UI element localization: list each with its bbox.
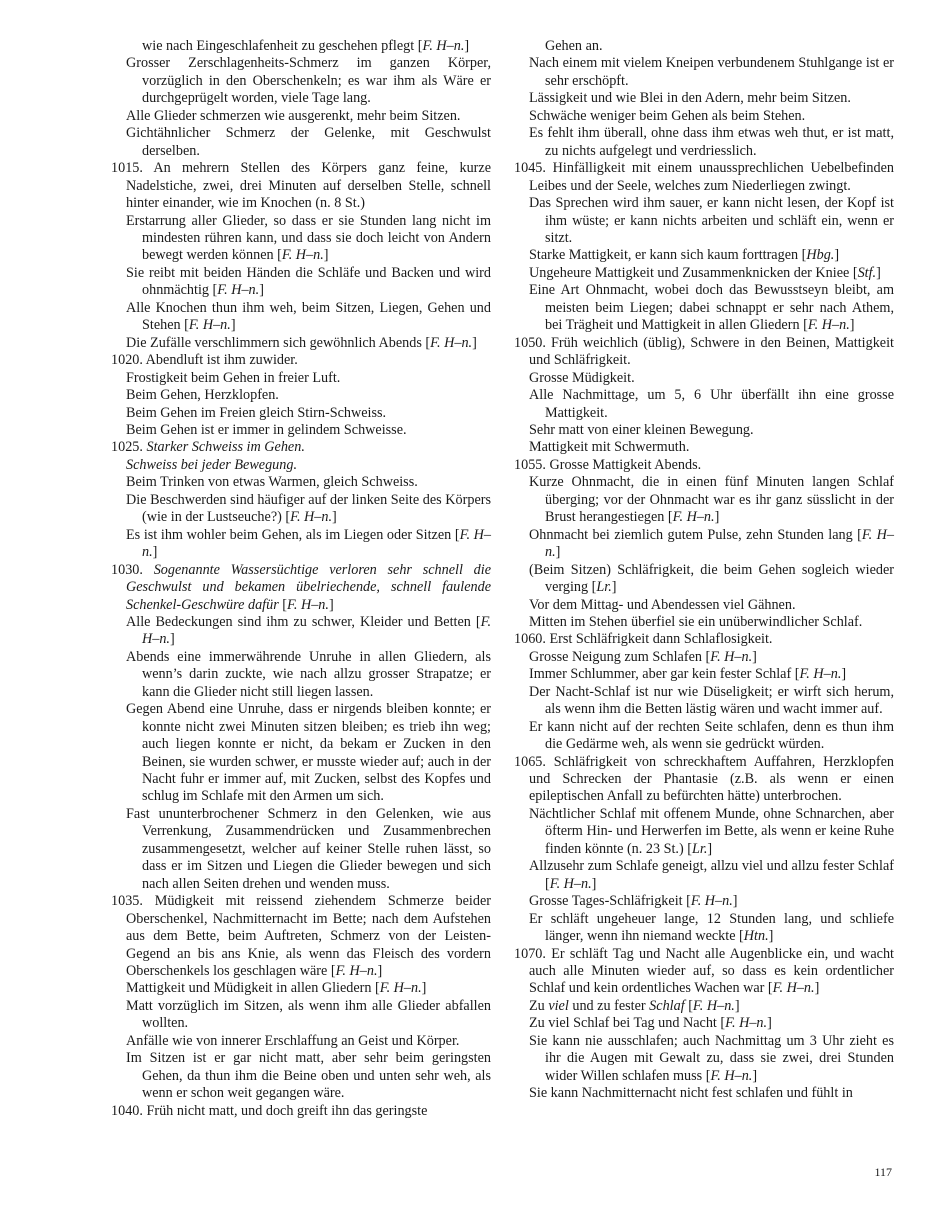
symptom-entry: Eine Art Ohnmacht, wobei doch das Bewusstseyn bleibt, am meisten beim Liegen; dabei schnappt er sehr nach Athem, bei Trägheit und Mattigkeit in allen Gliedern [F. H–n.] — [529, 282, 894, 334]
symptom-entry: (Beim Sitzen) Schläfrigkeit, die beim Gehen sogleich wieder verging [Lr.] — [529, 561, 894, 596]
numbered-entry: 1045. Hinfälligkeit mit einem unaussprechlichen Uebelbefinden Leibes und der Seele, welches zum Niederliegen zwingt. — [514, 160, 894, 194]
symptom-entry: Der Nacht-Schlaf ist nur wie Düseligkeit; er wirft sich herum, als wenn ihm die Betten lästig wären und wacht immer auf. — [529, 683, 894, 718]
symptom-entry: Grosse Neigung zum Schlafen [F. H–n.] — [529, 648, 757, 665]
symptom-entry: Mattigkeit und Müdigkeit in allen Gliedern [F. H–n.] — [126, 980, 427, 997]
numbered-entry: 1070. Er schläft Tag und Nacht alle Augenblicke ein, und wacht auch alle Minuten wieder auf, so dass es kein ordentlicher Schlaf und kein ordentliches Wachen war [F. H–n.] — [514, 945, 894, 997]
symptom-entry: Beim Trinken von etwas Warmen, gleich Schweiss. — [126, 474, 418, 491]
symptom-entry: Beim Gehen ist er immer in gelindem Schweisse. — [126, 421, 407, 438]
symptom-entry: Grosse Müdigkeit. — [529, 369, 635, 386]
numbered-entry: 1025. Starker Schweiss im Gehen. — [111, 439, 305, 456]
symptom-entry: Sie kann nie ausschlafen; auch Nachmittag um 3 Uhr zieht es ihr die Augen mit Gewalt zu, dass sie zwei, drei Stunden wider Willen schlafen muss [F. H–n.] — [529, 1032, 894, 1084]
numbered-entry: 1020. Abendluft ist ihm zuwider. — [111, 352, 298, 369]
symptom-entry: Alle Nachmittage, um 5, 6 Uhr überfällt ihn eine grosse Mattigkeit. — [529, 387, 894, 421]
symptom-entry: Matt vorzüglich im Sitzen, als wenn ihm alle Glieder abfallen wollten. — [126, 997, 491, 1032]
symptom-entry: Ungeheure Mattigkeit und Zusammenknicken der Kniee [Stf.] — [529, 264, 881, 281]
symptom-entry: Immer Schlummer, aber gar kein fester Schlaf [F. H–n.] — [529, 666, 847, 683]
numbered-entry: 1055. Grosse Mattigkeit Abends. — [514, 456, 702, 473]
symptom-entry: Gegen Abend eine Unruhe, dass er nirgends bleiben konnte; er konnte nicht zwei Minuten sitzen bleiben; es trieb ihn weg; auch liegen konnte er nicht, da bekam er Zucken in den Beinen, sie wurden schwer, er musste wieder auf; auch in der Nacht fuhr er immer auf, mit Zucken, selbst des Kopfes und schlug im Schlafe mit den Armen um sich. — [126, 701, 491, 805]
symptom-entry: Starke Mattigkeit, er kann sich kaum forttragen [Hbg.] — [529, 247, 840, 264]
numbered-entry: 1030. Sogenannte Wassersüchtige verloren sehr schnell die Geschwulst und bekamen übelriechende, schnell faulende Schenkel-Geschwüre dafür [F. H–n.] — [111, 561, 492, 613]
symptom-entry: Lässigkeit und wie Blei in den Adern, mehr beim Sitzen. — [529, 90, 851, 107]
symptom-entry: Alle Glieder schmerzen wie ausgerenkt, mehr beim Sitzen. — [126, 107, 461, 124]
symptom-entry: Er kann nicht auf der rechten Seite schlafen, denn es thun ihm die Gedärme weh, als wenn sie gedrückt würden. — [529, 718, 894, 753]
symptom-entry: Grosser Zerschlagenheits-Schmerz im ganzen Körper, vorzüglich in den Oberschenkeln; es war ihm als Wäre er durchgeprügelt worden, viele Tage lang. — [126, 55, 491, 107]
symptom-entry: Die Beschwerden sind häufiger auf der linken Seite des Körpers (wie in der Lustseuche?) [F. H–n.] — [126, 491, 491, 526]
symptom-entry: Beim Gehen, Herzklopfen. — [126, 387, 279, 404]
symptom-entry: Zu viel und zu fester Schlaf [F. H–n.] — [529, 997, 740, 1014]
right-column — [514, 38, 894, 1103]
numbered-entry: 1050. Früh weichlich (üblig), Schwere in den Beinen, Mattigkeit und Schläfrigkeit. — [514, 334, 894, 369]
symptom-entry: Frostigkeit beim Gehen in freier Luft. — [126, 369, 341, 386]
symptom-entry: Vor dem Mittag- und Abendessen viel Gähnen. — [529, 596, 796, 613]
symptom-entry: Mattigkeit mit Schwermuth. — [529, 439, 690, 456]
symptom-entry: Allzusehr zum Schlafe geneigt, allzu viel und allzu fester Schlaf [F. H–n.] — [529, 858, 894, 892]
symptom-entry: Sie reibt mit beiden Händen die Schläfe und Backen und wird ohnmächtig [F. H–n.] — [126, 264, 491, 299]
symptom-entry: Ohnmacht bei ziemlich gutem Pulse, zehn Stunden lang [F. H–n.] — [529, 526, 894, 561]
symptom-entry: Beim Gehen im Freien gleich Stirn-Schweiss. — [126, 404, 387, 421]
numbered-entry: 1060. Erst Schläfrigkeit dann Schlaflosigkeit. — [514, 631, 773, 648]
left-column — [111, 38, 491, 1120]
symptom-entry: Schwäche weniger beim Gehen als beim Stehen. — [529, 107, 806, 124]
symptom-entry: Fast ununterbrochener Schmerz in den Gelenken, wie aus Verrenkung, Zusammendrücken und Zusammenbrechen zusammengesetzt, welcher auf keiner Stelle ruhen lässt, so dass er im Sitzen und Liegen die Glieder bewegen und sich nach allen Seiten drehen und wenden muss. — [126, 805, 491, 892]
symptom-entry: Gichtähnlicher Schmerz der Gelenke, mit Geschwulst derselben. — [126, 125, 491, 159]
symptom-entry: Nach einem mit vielem Kneipen verbundenem Stuhlgange ist er sehr erschöpft. — [529, 55, 894, 89]
symptom-entry: Abends eine immerwährende Unruhe in allen Gliedern, als wenn’s darin zuckte, wie nach allzu grosser Strapatze; er kann die Glieder nicht still liegen lassen. — [126, 648, 491, 700]
symptom-entry: Mitten im Stehen überfiel sie ein unüberwindlicher Schlaf. — [529, 613, 863, 630]
symptom-entry: Alle Bedeckungen sind ihm zu schwer, Kleider und Betten [F. H–n.] — [126, 613, 491, 648]
symptom-entry: Erstarrung aller Glieder, so dass er sie Stunden lang nicht im mindesten rühren kann, und dass sie doch leicht von Andern bewegt werden können [F. H–n.] — [126, 212, 491, 264]
numbered-entry: 1065. Schläfrigkeit von schreckhaftem Auffahren, Herzklopfen und Schrecken der Phantasie (z.B. als wenn er einen epileptischen Anfall zu befürchten hätte) unterbrochen. — [514, 753, 894, 805]
symptom-entry: Grosse Tages-Schläfrigkeit [F. H–n.] — [529, 893, 738, 910]
symptom-entry: Anfälle wie von innerer Erschlaffung an Geist und Körper. — [126, 1032, 460, 1049]
symptom-entry: Es ist ihm wohler beim Gehen, als im Liegen oder Sitzen [F. H–n.] — [126, 526, 491, 561]
symptom-entry: Es fehlt ihm überall, ohne dass ihm etwas weh thut, er ist matt, zu nichts aufgelegt und verdriesslich. — [529, 125, 894, 159]
symptom-entry: Im Sitzen ist er gar nicht matt, aber sehr beim geringsten Gehen, da thun ihm die Beine oben und unten sehr weh, als wenn er schon weit gegangen wäre. — [126, 1050, 491, 1102]
symptom-entry: Schweiss bei jeder Bewegung. — [126, 456, 297, 473]
symptom-entry: Gehen an. — [545, 38, 603, 54]
symptom-entry: Alle Knochen thun ihm weh, beim Sitzen, Liegen, Gehen und Stehen [F. H–n.] — [126, 299, 491, 334]
symptom-entry: wie nach Eingeschlafenheit zu geschehen pflegt [F. H–n.] — [142, 38, 470, 54]
symptom-entry: Zu viel Schlaf bei Tag und Nacht [F. H–n.] — [529, 1015, 772, 1032]
symptom-entry: Die Zufälle verschlimmern sich gewöhnlich Abends [F. H–n.] — [126, 334, 477, 351]
symptom-entry: Sehr matt von einer kleinen Bewegung. — [529, 421, 754, 438]
symptom-entry: Nächtlicher Schlaf mit offenem Munde, ohne Schnarchen, aber öfterm Hin- und Herwerfen im Bette, als wenn er keine Ruhe finden könnte (n. 23 St.) [Lr.] — [529, 805, 894, 857]
symptom-entry: Sie kann Nachmitternacht nicht fest schlafen und fühlt in — [529, 1085, 853, 1102]
numbered-entry: 1015. An mehrern Stellen des Körpers ganz feine, kurze Nadelstiche, zwei, drei Minuten auf derselben Stelle, schnell hinter einander, wie im Knochen (n. 8 St.) — [111, 160, 491, 212]
symptom-entry: Kurze Ohnmacht, die in einen fünf Minuten langen Schlaf überging; vor der Ohnmacht war es ihr ganz süsslicht in der Brust herangestiegen [F. H–n.] — [529, 474, 894, 526]
symptom-entry: Er schläft ungeheuer lange, 12 Stunden lang, und schliefe länger, wenn ihn niemand weckte [Htn.] — [529, 910, 894, 945]
numbered-entry: 1040. Früh nicht matt, und doch greift ihn das geringste — [111, 1102, 428, 1119]
page-number: 117 — [874, 1165, 892, 1179]
symptom-entry: Das Sprechen wird ihm sauer, er kann nicht lesen, der Kopf ist ihm wüste; er kann nichts arbeiten und schläft ein, wenn er sitzt. — [529, 195, 894, 246]
numbered-entry: 1035. Müdigkeit mit reissend ziehendem Schmerze beider Oberschenkel, Nachmitternacht im Bette; nach dem Aufstehen aus dem Bette, beim Auftreten, Schmerz von der Leisten-Gegend an bis ans Knie, als wenn das Fleisch des vordern Oberschenkels los geschlagen wäre [F. H–n.] — [111, 893, 491, 980]
